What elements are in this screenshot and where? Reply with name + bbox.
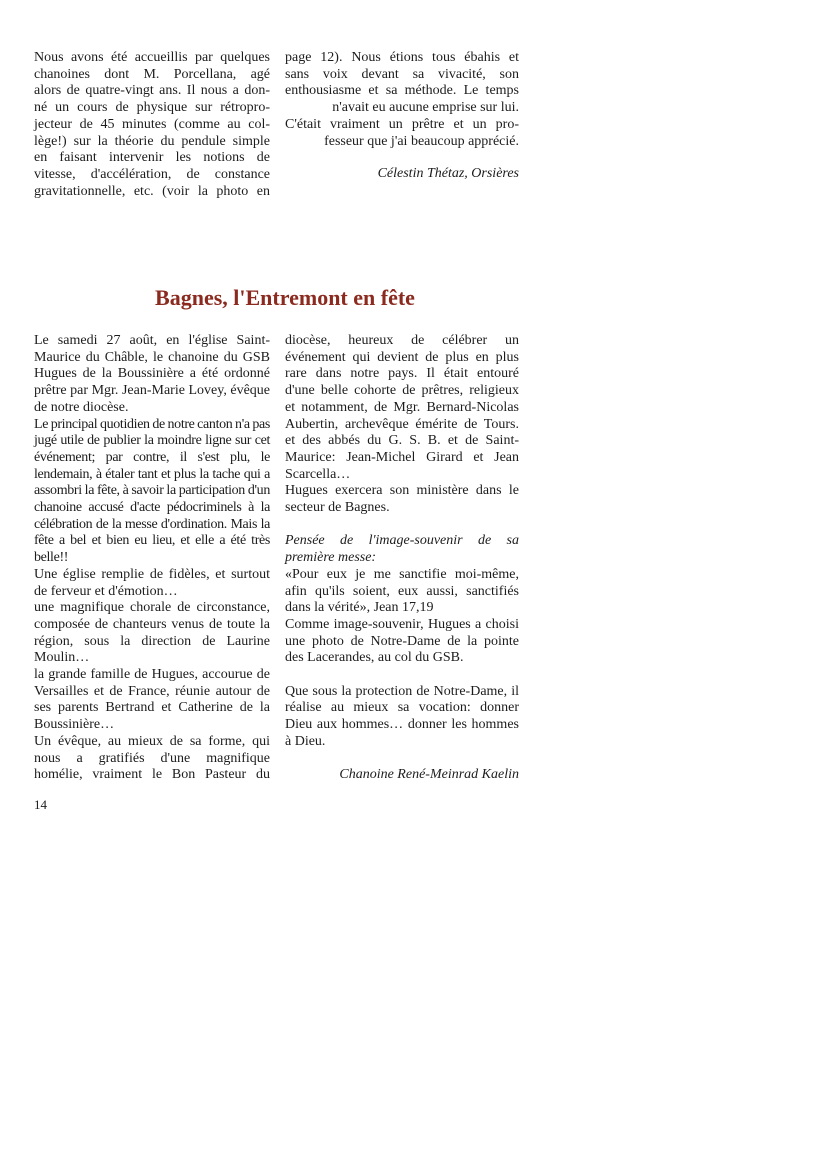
paragraph: Le principal quotidien de notre canton n'a pas jugé utile de publier la moindre ligne sur cet événement; par contre, il s'est plu, le lendemain, à étaler tant et plus la tache qui a assombri la fête, à savoir la participation d'un chanoine accusé d'acte pédocriminels à la célébration de la messe d'ordination. Mais la fête a bel et bien eu lieu, et elle a été très belle!! (34, 416, 271, 566)
image-souvenir-heading: Pensée de l'image-souvenir de sa première messe: (285, 533, 519, 566)
paragraph: une magnifique chorale de circonstance, composée de chanteurs venus de toute la région, sous la direction de Laurine Moulin… (34, 600, 270, 666)
text-line: fesseur que j'ai beaucoup apprécié. (324, 133, 519, 149)
page-number: 14 (34, 797, 47, 812)
signature: Célestin Thétaz, Orsières (377, 166, 519, 182)
top-article-right-column (285, 50, 519, 183)
article-left-column (34, 333, 270, 784)
text-line: vitesse, d'accélération, de constance (34, 166, 270, 182)
text-line: chanoines dont M. Porcellana, agé (34, 66, 270, 82)
spacer (285, 667, 519, 684)
paragraph: la grande famille de Hugues, accourue de Versailles et de France, réunie autour de ses parents Bertrand et Catherine de la Boussinière… (34, 667, 270, 733)
text-line: page 12). Nous étions tous ébahis et (285, 50, 519, 65)
text-line: C'était vraiment un prêtre et un pro- (285, 116, 519, 132)
text-line: Nous avons été accueillis par quelques (34, 50, 270, 65)
paragraph: diocèse, heureux de célébrer un événement qui devient de plus en plus rare dans notre pays. Il était entouré d'une belle cohorte de prêtres, religieux et notamment, de Mgr. Bernard-Nicolas Aubertin, archevêque émérite de Tours. et des abbés du G. S. B. et de Saint-Maurice: Jean-Michel Girard et Jean Scarcella… (285, 333, 519, 482)
text-line: né un cours de physique sur rétropro- (34, 100, 270, 116)
signature: Chanoine René-Meinrad Kaelin (339, 766, 519, 782)
text-line: enthousiasme et sa méthode. Le temps (285, 83, 519, 99)
paragraph: Un évêque, au mieux de sa forme, qui nous a gratifiés d'une magnifique homélie, vraiment le Bon Pasteur du (34, 733, 270, 783)
text-line: jecteur de 45 minutes (comme au col- (34, 116, 270, 132)
text-line: alors de quatre-vingt ans. Il nous a don- (34, 83, 270, 99)
text-line: gravitationnelle, etc. (voir la photo en (34, 183, 270, 199)
paragraph: Comme image-souvenir, Hugues a choisi une photo de Notre-Dame de la pointe des Lacerandes, au col du GSB. (285, 616, 519, 666)
spacer (285, 517, 519, 534)
paragraph: Une église remplie de fidèles, et surtout de ferveur et d'émotion… (34, 566, 270, 599)
top-article-left-column (34, 50, 270, 200)
paragraph: Que sous la protection de Notre-Dame, il réalise au mieux sa vocation: donner Dieu aux hommes… donner les hommes à Dieu. (285, 683, 519, 749)
article-title: Bagnes, l'Entremont en fête (155, 285, 415, 310)
text-line: n'avait eu aucune emprise sur lui. (332, 100, 519, 116)
text-line: sans voix devant sa vivacité, son (285, 66, 519, 82)
quote: «Pour eux je me sanctifie moi-même, afin qu'ils soient, eux aussi, sanctifiés dans la vérité», Jean 17,19 (285, 566, 519, 616)
paragraph: Hugues exercera son ministère dans le secteur de Bagnes. (285, 483, 519, 516)
text-line: lège!) sur la théorie du pendule simple (34, 133, 270, 149)
article-right-column (285, 333, 519, 783)
text-line: en faisant intervenir les notions de (34, 150, 270, 166)
paragraph: Le samedi 27 août, en l'église Saint-Maurice du Châble, le chanoine du GSB Hugues de la Boussinière a été ordonné prêtre par Mgr. Jean-Marie Lovey, évêque de notre diocèse. (34, 333, 270, 415)
